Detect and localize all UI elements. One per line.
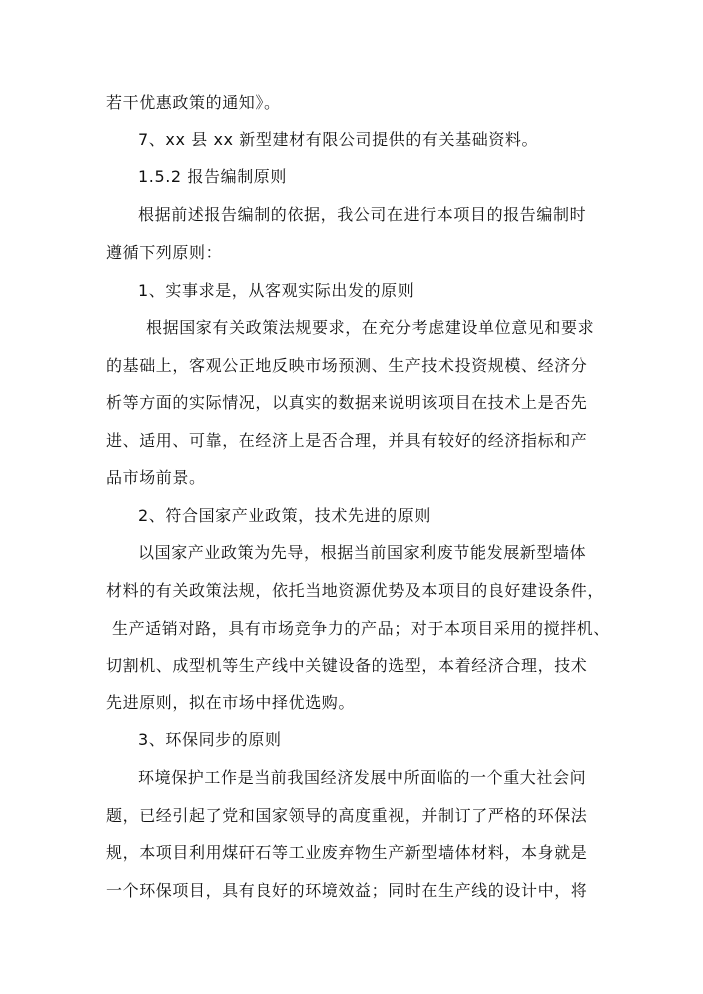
text-line: 品市场前景。: [106, 468, 206, 487]
text-line: 题，已经引起了党和国家领导的高度重视，并制订了严格的环保法: [106, 806, 588, 825]
principle-heading-2: 2、符合国家产业政策，技术先进的原则: [138, 506, 431, 525]
text-line: 材料的有关政策法规，依托当地资源优势及本项目的良好建设条件，: [106, 581, 605, 600]
text-line: 切割机、成型机等生产线中关键设备的选型，本着经济合理，技术: [106, 656, 588, 675]
text-line: 根据国家有关政策法规要求，在充分考虑建设单位意见和要求: [146, 318, 595, 337]
text-line: 以国家产业政策为先导，根据当前国家利废节能发展新型墙体: [138, 543, 587, 562]
text-line: 若干优惠政策的通知》。: [106, 93, 281, 112]
text-line: 遵循下列原则：: [106, 243, 223, 262]
text-line: 进、适用、可靠，在经济上是否合理，并具有较好的经济指标和产: [106, 431, 588, 450]
text-line: 先进原则，拟在市场中择优选购。: [106, 693, 356, 712]
section-heading: 1.5.2 报告编制原则: [138, 167, 287, 186]
text-line: 环境保护工作是当前我国经济发展中所面临的一个重大社会问: [138, 768, 587, 787]
list-item-basis-7: 7、xx 县 xx 新型建材有限公司提供的有关基础资料。: [138, 130, 539, 149]
text-line: 根据前述报告编制的依据，我公司在进行本项目的报告编制时: [138, 205, 587, 224]
text-line: 生产适销对路，具有市场竞争力的产品；对于本项目采用的搅拌机、: [112, 619, 611, 638]
text-line: 规，本项目利用煤矸石等工业废弃物生产新型墙体材料，本身就是: [106, 843, 588, 862]
text-line: 的基础上，客观公正地反映市场预测、生产技术投资规模、经济分: [106, 356, 588, 375]
text-line: 一个环保项目，具有良好的环境效益；同时在生产线的设计中，将: [106, 881, 588, 900]
text-line: 析等方面的实际情况，以真实的数据来说明该项目在技术上是否先: [106, 393, 588, 412]
principle-heading-1: 1、实事求是，从客观实际出发的原则: [138, 281, 415, 300]
principle-heading-3: 3、环保同步的原则: [138, 730, 282, 749]
